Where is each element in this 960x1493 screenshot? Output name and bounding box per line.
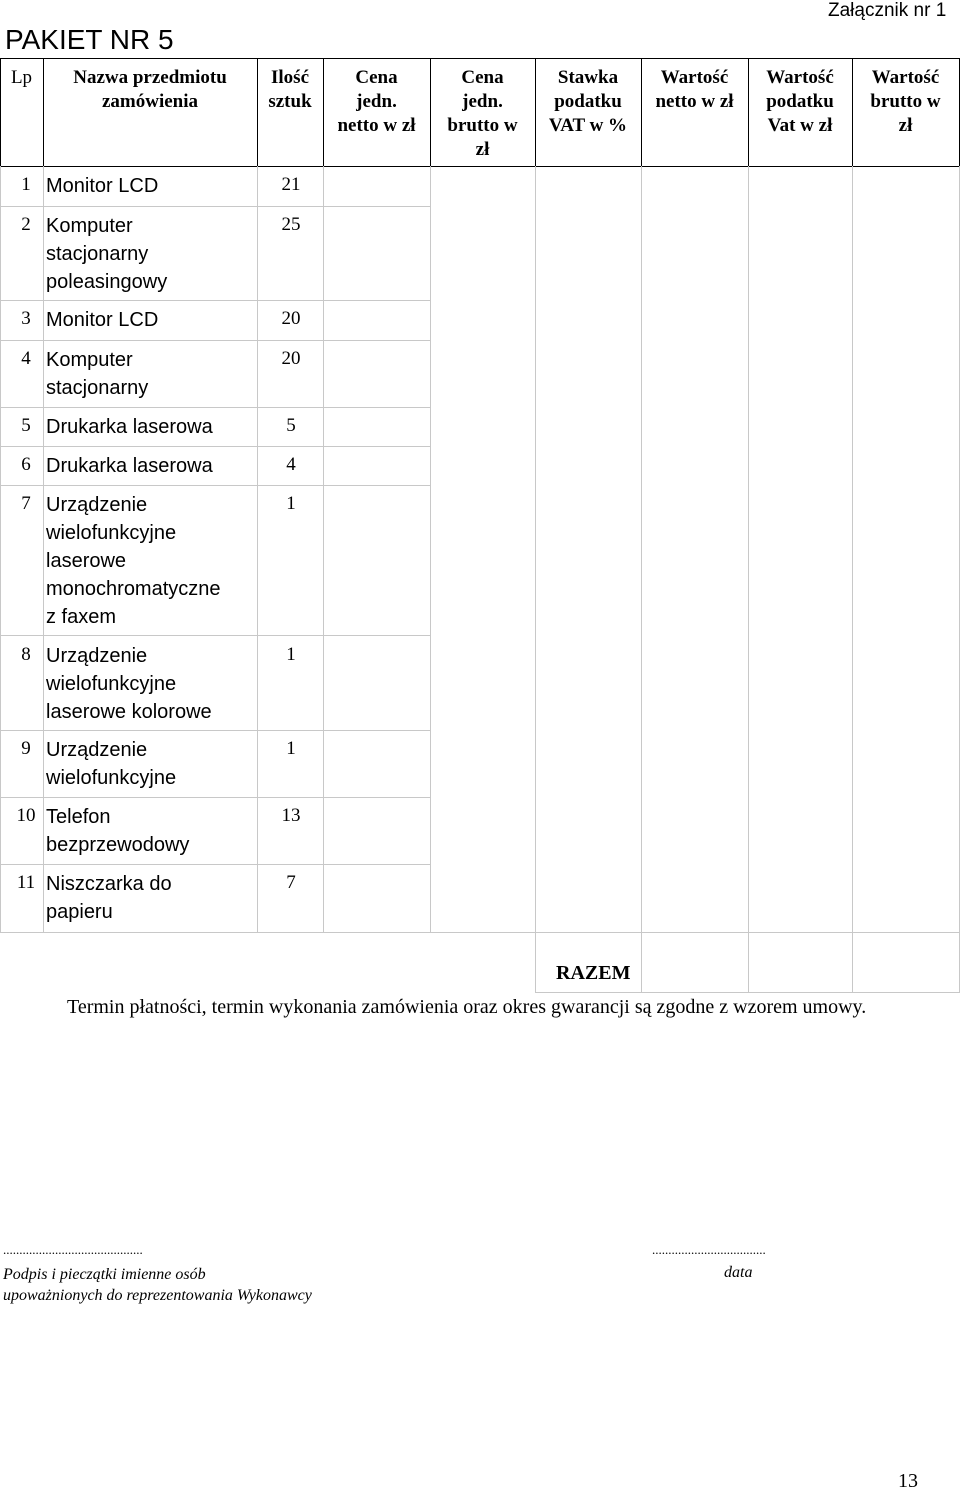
col-header-gross-value: Wartość brutto w zł (870, 67, 941, 136)
row-lp: 11 (16, 872, 36, 893)
page-title: PAKIET NR 5 (5, 24, 174, 55)
row-name: Komputer stacjonarny poleasingowy (46, 215, 168, 293)
row-lp: 2 (21, 214, 31, 235)
terms-paragraph: Termin płatności, termin wykonania zamówienia oraz okres gwarancji są zgodne z wzorem umowy. (67, 996, 867, 1018)
grid-line (0, 407, 430, 408)
row-name: Monitor LCD (46, 309, 159, 331)
grid-line (0, 797, 430, 798)
grid-line (0, 206, 430, 207)
col-header-lp: Lp (10, 67, 33, 88)
grid-line (0, 730, 430, 731)
row-name: Komputer stacjonarny (46, 349, 149, 399)
grid-line (748, 166, 749, 992)
row-name: Urządzenie wielofunkcyjne laserowe kolorowe (46, 645, 212, 723)
grid-line (0, 932, 960, 933)
grid-line (43, 166, 44, 932)
row-lp: 8 (21, 644, 31, 665)
col-header-name: Nazwa przedmiotu zamówienia (73, 67, 227, 112)
attachment-label: Załącznik nr 1 (828, 0, 947, 21)
grid-line (0, 300, 430, 301)
row-qty: 20 (281, 348, 301, 369)
row-name: Urządzenie wielofunkcyjne laserowe monochromatyczne z faxem (46, 494, 221, 628)
row-qty: 5 (286, 415, 296, 436)
table-top-border (0, 58, 960, 59)
row-name: Urządzenie wielofunkcyjne (46, 739, 177, 789)
row-lp: 7 (21, 493, 31, 514)
row-name: Drukarka laserowa (46, 455, 213, 477)
row-lp: 4 (21, 348, 31, 369)
grid-line (0, 864, 430, 865)
col-header-unit-gross: Cena jedn. brutto w zł (447, 67, 518, 160)
col-header-vat-value: Wartość podatku Vat w zł (766, 67, 834, 136)
grid-line (257, 166, 258, 932)
signature-dots: ........................................... (3, 1242, 143, 1257)
col-header-qty: Ilość sztuk (268, 67, 312, 112)
row-lp: 1 (21, 174, 31, 195)
grid-line (323, 166, 324, 932)
row-lp: 5 (21, 415, 31, 436)
row-qty: 1 (286, 644, 296, 665)
grid-line (0, 446, 430, 447)
col-header-net-value: Wartość netto w zł (655, 67, 734, 112)
col-header-vat-rate: Stawka podatku VAT w % (548, 67, 628, 136)
date-dots: ................................... (652, 1242, 766, 1257)
row-qty: 1 (286, 493, 296, 514)
date-label: data (724, 1264, 753, 1281)
grid-line (0, 340, 430, 341)
row-qty: 1 (286, 738, 296, 759)
row-name: Monitor LCD (46, 175, 159, 197)
row-lp: 6 (21, 454, 31, 475)
col-header-unit-net: Cena jedn. netto w zł (337, 67, 416, 136)
row-qty: 4 (286, 454, 296, 475)
grid-line (852, 166, 853, 992)
grid-line (0, 166, 1, 932)
row-lp: 3 (21, 308, 31, 329)
row-name: Niszczarka do papieru (46, 873, 172, 923)
signature-label: Podpis i pieczątki imienne osób upoważnionych do reprezentowania Wykonawcy (3, 1266, 312, 1304)
total-label: RAZEM (556, 962, 631, 984)
grid-line (0, 485, 430, 486)
grid-line (0, 635, 430, 636)
page-number: 13 (898, 1470, 918, 1492)
row-lp: 10 (16, 805, 36, 826)
row-name: Drukarka laserowa (46, 416, 213, 438)
grid-line (641, 166, 642, 992)
header-bottom-border (0, 166, 960, 167)
row-qty: 7 (286, 872, 296, 893)
row-qty: 20 (281, 308, 301, 329)
grid-line (430, 166, 431, 932)
row-lp: 9 (21, 738, 31, 759)
row-name: Telefon bezprzewodowy (46, 806, 190, 856)
grid-line (535, 166, 536, 992)
row-qty: 21 (281, 174, 301, 195)
row-qty: 13 (281, 805, 301, 826)
row-qty: 25 (281, 214, 301, 235)
